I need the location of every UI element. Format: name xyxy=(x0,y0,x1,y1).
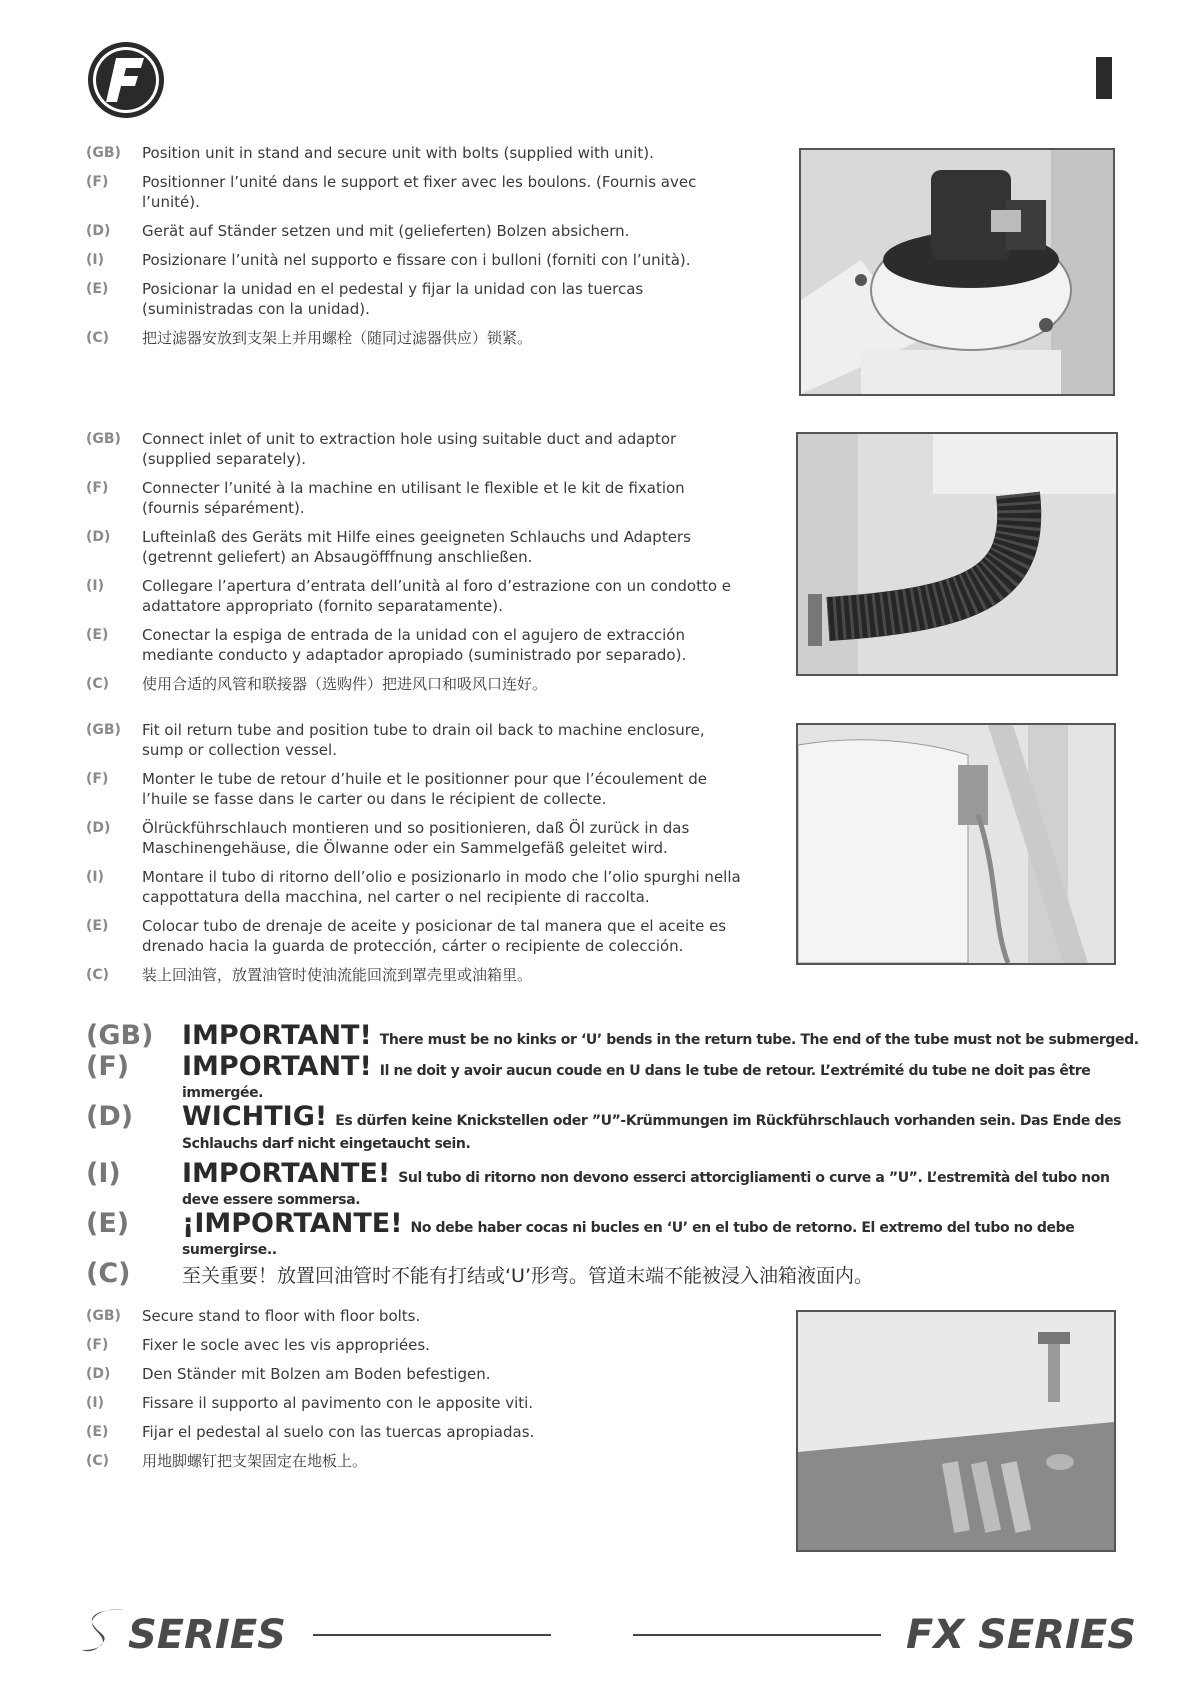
instruction-row xyxy=(86,1422,746,1442)
lang-code: (E) xyxy=(86,1424,109,1440)
instruction-row xyxy=(86,674,746,694)
lang-code: (I) xyxy=(86,252,105,268)
instruction-text: Colocar tubo de drenaje de aceite y posicionar de tal manera que el aceite es drenado hacia la guarda de protección, cárter o recipiente de colección. xyxy=(142,917,727,955)
instruction-text: Den Ständer mit Bolzen am Boden befestigen. xyxy=(142,1365,491,1383)
lang-code: (D) xyxy=(86,529,111,545)
lang-code: (C) xyxy=(86,330,110,346)
instruction-row xyxy=(86,1451,746,1471)
important-row-gb xyxy=(86,1020,1146,1051)
lang-code: (F) xyxy=(86,480,109,496)
instruction-text: Collegare l’apertura d’entrata dell’unità al foro d’estrazione con un condotto e adattatore appropriato (fornito separatamente). xyxy=(142,577,732,615)
lang-code: (C) xyxy=(86,1453,110,1469)
important-heading: IMPORTANT! xyxy=(182,1051,372,1082)
instruction-row xyxy=(86,1335,746,1355)
important-row-i xyxy=(86,1158,1146,1208)
instruction-text: Monter le tube de retour d’huile et le positionner pour que l’écoulement de l’huile se fasse dans le carter ou dans le récipient de collecte. xyxy=(142,770,707,808)
instruction-section-1 xyxy=(86,143,746,357)
important-row-d xyxy=(86,1101,1146,1132)
instruction-text: Montare il tubo di ritorno dell’olio e posizionarlo in modo che l’olio spurghi nella cappottatura della macchina, nel carter o nel recipiente di raccolta. xyxy=(142,868,741,906)
lang-code: (E) xyxy=(86,918,109,934)
important-message-continued: Schlauchs darf nicht eingetaucht sein. xyxy=(182,1136,471,1152)
photo-unit-in-stand xyxy=(799,148,1115,396)
instruction-row xyxy=(86,1306,746,1326)
photo-floor-bolts xyxy=(796,1310,1116,1552)
important-row-f xyxy=(86,1051,1146,1101)
instruction-row xyxy=(86,328,746,348)
instruction-row xyxy=(86,250,746,270)
fx-series-brand: FX SERIES xyxy=(906,1612,1137,1658)
instruction-row xyxy=(86,916,746,956)
lang-code: (D) xyxy=(86,223,111,239)
instruction-text: Posizionare l’unità nel supporto e fissare con i bulloni (forniti con l’unità). xyxy=(142,251,691,269)
instruction-section-3 xyxy=(86,720,746,994)
important-heading: ¡IMPORTANTE! xyxy=(182,1208,403,1239)
instruction-text: Fit oil return tube and position tube to drain oil back to machine enclosure, sump or collection vessel. xyxy=(142,721,705,759)
photo-oil-return-tube xyxy=(796,723,1116,965)
instruction-text: Positionner l’unité dans le support et fixer avec les boulons. (Fournis avec l’unité). xyxy=(142,173,697,211)
instruction-row xyxy=(86,965,746,985)
lang-code: (I) xyxy=(86,1158,121,1189)
important-message: No debe haber cocas ni bucles en ‘U’ en el tubo de retorno. El extremo del tubo no debe sumergirse.. xyxy=(182,1220,1075,1258)
instruction-text: Fissare il supporto al pavimento con le apposite viti. xyxy=(142,1394,534,1412)
important-heading: IMPORTANT! xyxy=(182,1020,372,1051)
important-message: Es dürfen keine Knickstellen oder ”U”-Krümmungen im Rückführschlauch vorhanden sein. Das Ende des xyxy=(335,1113,1122,1129)
instruction-section-2 xyxy=(86,429,746,703)
instruction-row xyxy=(86,576,746,616)
instruction-row xyxy=(86,143,746,163)
instruction-row xyxy=(86,818,746,858)
instruction-text: Secure stand to floor with floor bolts. xyxy=(142,1307,421,1325)
instruction-section-4 xyxy=(86,1306,746,1480)
instruction-row xyxy=(86,478,746,518)
instruction-row xyxy=(86,1393,746,1413)
instruction-row xyxy=(86,221,746,241)
instruction-row xyxy=(86,625,746,665)
lang-code: (D) xyxy=(86,820,111,836)
lang-code: (C) xyxy=(86,967,110,983)
important-message: 至关重要！放置回油管时不能有打结或‘U’形弯。管道末端不能被浸入油箱液面内。 xyxy=(182,1265,873,1287)
instruction-text: Position unit in stand and secure unit with bolts (supplied with unit). xyxy=(142,144,654,162)
lang-code: (E) xyxy=(86,281,109,297)
instruction-row xyxy=(86,279,746,319)
instruction-text: Fixer le socle avec les vis appropriées. xyxy=(142,1336,430,1354)
lang-code: (GB) xyxy=(86,722,121,738)
footer-rule-right xyxy=(633,1634,881,1636)
lang-code: (F) xyxy=(86,1051,130,1082)
instruction-text: Connecter l’unité à la machine en utilisant le flexible et le kit de fixation (fournis séparément). xyxy=(142,479,685,517)
lang-code: (F) xyxy=(86,771,109,787)
lang-code: (E) xyxy=(86,627,109,643)
instruction-text: 装上回油管，放置油管时使油流能回流到罩壳里或油箱里。 xyxy=(142,966,533,984)
instruction-text: Ölrückführschlauch montieren und so positionieren, daß Öl zurück in das Maschinengehäuse, die Ölwanne oder ein Sammelgefäß geleitet wird. xyxy=(142,819,690,857)
important-row-e xyxy=(86,1208,1146,1258)
instruction-text: Lufteinlaß des Geräts mit Hilfe eines geeigneten Schlauchs und Adapters (getrennt geliefert) an Absaugöfffnung anschließen. xyxy=(142,528,691,566)
lang-code: (GB) xyxy=(86,1020,154,1051)
instruction-row xyxy=(86,527,746,567)
important-message: There must be no kinks or ‘U’ bends in the return tube. The end of the tube must not be submerged. xyxy=(379,1032,1139,1048)
instruction-text: 把过滤器安放到支架上并用螺栓（随同过滤器供应）锁紧。 xyxy=(142,329,533,347)
instruction-text: Connect inlet of unit to extraction hole using suitable duct and adaptor (supplied separately). xyxy=(142,430,677,468)
filtermist-logo-icon xyxy=(86,40,166,120)
important-row-c xyxy=(86,1258,1146,1289)
series-swoosh-icon xyxy=(80,1606,128,1654)
page-tab-marker xyxy=(1096,57,1112,99)
important-heading: IMPORTANTE! xyxy=(182,1158,391,1189)
important-heading: WICHTIG! xyxy=(182,1101,328,1132)
instruction-text: Fijar el pedestal al suelo con las tuercas apropiadas. xyxy=(142,1423,535,1441)
lang-code: (F) xyxy=(86,174,109,190)
lang-code: (F) xyxy=(86,1337,109,1353)
lang-code: (C) xyxy=(86,676,110,692)
lang-code: (E) xyxy=(86,1208,130,1239)
s-series-brand: SERIES xyxy=(128,1612,286,1658)
instruction-text: Conectar la espiga de entrada de la unidad con el agujero de extracción mediante conducto y adaptador apropiado (suministrado por separado). xyxy=(142,626,687,664)
instruction-row xyxy=(86,867,746,907)
lang-code: (C) xyxy=(86,1258,131,1289)
instruction-text: 用地脚螺钉把支架固定在地板上。 xyxy=(142,1452,368,1470)
photo-duct-connection xyxy=(796,432,1118,676)
important-notice xyxy=(86,1020,1146,1289)
instruction-row xyxy=(86,769,746,809)
lang-code: (I) xyxy=(86,1395,105,1411)
lang-code: (D) xyxy=(86,1101,134,1132)
footer-rule-left xyxy=(313,1634,551,1636)
important-message: Il ne doit y avoir aucun coude en U dans le tube de retour. L’extrémité du tube ne doit pas être immergée. xyxy=(182,1063,1091,1101)
lang-code: (D) xyxy=(86,1366,111,1382)
lang-code: (I) xyxy=(86,578,105,594)
instruction-row xyxy=(86,720,746,760)
instruction-text: Posicionar la unidad en el pedestal y fijar la unidad con las tuercas (suministradas con la unidad). xyxy=(142,280,644,318)
instruction-row xyxy=(86,1364,746,1384)
lang-code: (I) xyxy=(86,869,105,885)
lang-code: (GB) xyxy=(86,431,121,447)
instruction-row xyxy=(86,429,746,469)
instruction-text: Gerät auf Ständer setzen und mit (gelieferten) Bolzen absichern. xyxy=(142,222,630,240)
lang-code: (GB) xyxy=(86,1308,121,1324)
important-message: Sul tubo di ritorno non devono esserci attorcigliamenti o curve a ”U”. L’estremità del tubo non deve essere sommersa. xyxy=(182,1170,1110,1208)
lang-code: (GB) xyxy=(86,145,121,161)
instruction-text: 使用合适的风管和联接器（选购件）把进风口和吸风口连好。 xyxy=(142,675,548,693)
instruction-row xyxy=(86,172,746,212)
